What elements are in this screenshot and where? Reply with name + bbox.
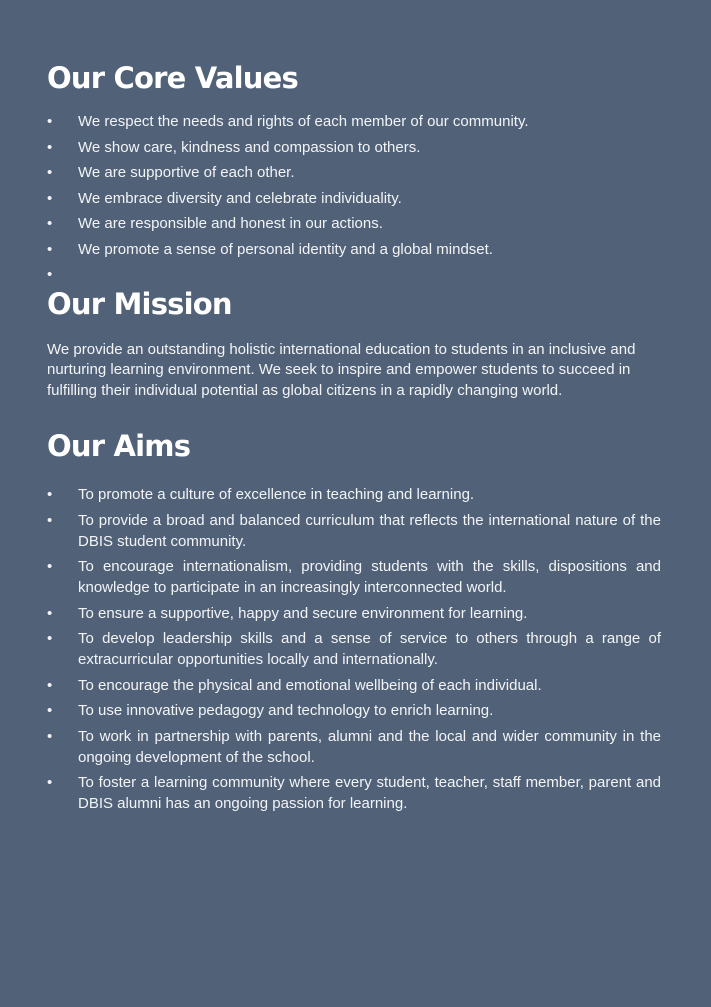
- list-item: [47, 137, 661, 158]
- page-content: [47, 0, 661, 819]
- bullet-icon: •: [47, 240, 53, 258]
- mission-heading: Our Mission: [47, 286, 232, 321]
- list-item: [47, 484, 661, 505]
- bullet-icon: •: [47, 486, 53, 503]
- list-item: [47, 556, 661, 598]
- list-item-text: To foster a learning community where every student, teacher, staff member, parent and DBIS alumni has an ongoing passion for learning.: [78, 774, 661, 812]
- list-item-text: To promote a culture of excellence in teaching and learning.: [78, 486, 475, 503]
- list-item-text: To ensure a supportive, happy and secure environment for learning.: [78, 604, 528, 622]
- list-item-text: We respect the needs and rights of each member of our community.: [78, 113, 529, 130]
- bullet-icon: •: [47, 558, 53, 575]
- list-item: [47, 162, 661, 183]
- bullet-icon: •: [47, 511, 53, 529]
- bullet-icon: •: [47, 215, 53, 232]
- bullet-icon: •: [47, 702, 53, 719]
- list-item: [47, 111, 661, 132]
- list-item: [47, 510, 661, 552]
- list-item: [47, 213, 661, 234]
- bullet-icon: •: [47, 727, 53, 745]
- list-item: [47, 628, 661, 670]
- list-item-text: We are responsible and honest in our actions.: [78, 215, 383, 232]
- list-item-text: We embrace diversity and celebrate individuality.: [78, 189, 402, 207]
- core-values-heading: Our Core Values: [47, 61, 298, 95]
- list-item-text: We show care, kindness and compassion to others.: [78, 138, 421, 156]
- list-item-text: We are supportive of each other.: [78, 164, 295, 181]
- list-item: [47, 603, 661, 624]
- bullet-icon: •: [47, 138, 53, 156]
- bullet-icon: •: [47, 676, 53, 694]
- bullet-icon: •: [47, 113, 53, 130]
- list-item-text: To work in partnership with parents, alumni and the local and wider community in the ongoing development of the school.: [78, 727, 661, 766]
- list-item-text: To develop leadership skills and a sense of service to others through a range of extracurricular opportunities locally and internationally.: [78, 630, 661, 668]
- bullet-icon: •: [47, 774, 53, 791]
- aims-heading: Our Aims: [47, 429, 191, 463]
- bullet-icon: •: [47, 164, 53, 181]
- list-item: [47, 675, 661, 696]
- list-item-text: To provide a broad and balanced curriculum that reflects the international nature of the DBIS student community.: [78, 511, 661, 550]
- list-item-text: To use innovative pedagogy and technology to enrich learning.: [78, 702, 494, 719]
- mission-paragraph: We provide an outstanding holistic international education to students in an inclusive and nurturing learning environment. We seek to inspire and empower students to succeed in fulfilling their individual potential as global citizens in a rapidly changing world.: [47, 340, 636, 399]
- list-item-text: To encourage internationalism, providing students with the skills, dispositions and knowledge to participate in an increasingly interconnected world.: [78, 558, 661, 596]
- list-item: [47, 726, 661, 768]
- list-item: [47, 700, 661, 721]
- list-item-text: We promote a sense of personal identity and a global mindset.: [78, 240, 493, 258]
- list-item: [47, 188, 661, 209]
- list-item-empty: [47, 264, 661, 285]
- aims-list: [47, 484, 661, 814]
- core-values-list: [47, 111, 661, 285]
- bullet-icon: •: [47, 189, 53, 207]
- list-item-text: To encourage the physical and emotional wellbeing of each individual.: [78, 676, 542, 694]
- list-item: [47, 772, 661, 814]
- bullet-icon: •: [47, 630, 53, 647]
- bullet-icon: •: [47, 266, 53, 283]
- list-item: [47, 239, 661, 260]
- bullet-icon: •: [47, 604, 53, 622]
